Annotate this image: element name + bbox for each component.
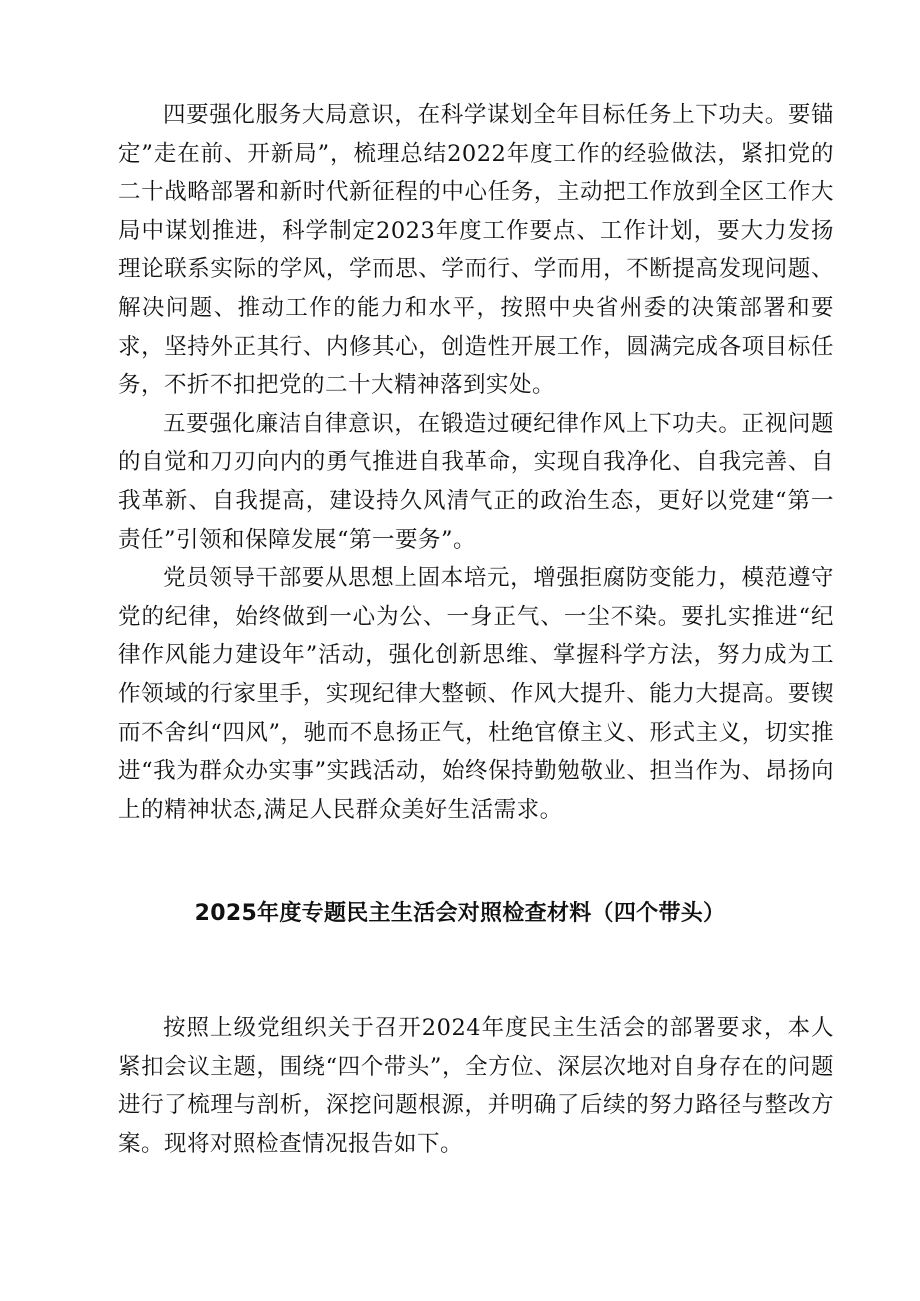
paragraph-introduction: 按照上级党组织关于召开2024年度民主生活会的部署要求，本人紧扣会议主题，围绕“四个带头”，全方位、深层次地对自身存在的问题进行了梳理与剖析，深挖问题根源，并明确了后续的努力路径与整改方案。现将对照检查情况报告如下。 bbox=[118, 1015, 834, 1157]
document-heading: 2025年度专题民主生活会对照检查材料（四个带头） bbox=[194, 901, 726, 926]
document-body-part1 bbox=[118, 96, 834, 829]
paragraph-service-overall: 四要强化服务大局意识，在科学谋划全年目标任务上下功夫。要锚定”走在前、开新局”，梳理总结2022年度工作的经验做法，紧扣党的二十战略部署和新时代新征程的中心任务，主动把工作放到全区工作大局中谋划推进，科学制定2023年度工作要点、工作计划，要大力发扬理论联系实际的学风，学而思、学而行、学而用，不断提高发现问题、解决问题、推动工作的能力和水平，按照中央省州委的决策部署和要求，坚持外正其行、内修其心，创造性开展工作，圆满完成各项目标任务，不折不扣把党的二十大精神落到实处。 bbox=[118, 102, 834, 399]
document-body-part2 bbox=[118, 1009, 834, 1163]
paragraph-integrity-self-discipline: 五要强化廉洁自律意识，在锻造过硬纪律作风上下功夫。正视问题的自觉和刀刃向内的勇气推进自我革命，实现自我净化、自我完善、自我革新、自我提高，建设持久风清气正的政治生态，更好以党建“第一责任”引领和保障发展“第一要务”。 bbox=[118, 410, 834, 553]
paragraph-party-leaders: 党员领导干部要从思想上固本培元，增强拒腐防变能力，模范遵守党的纪律，始终做到一心为公、一身正气、一尘不染。要扎实推进“纪律作风能力建设年”活动，强化创新思维、掌握科学方法，努力成为工作领域的行家里手，实现纪律大整顿、作风大提升、能力大提高。要锲而不舍纠“四风”，驰而不息扬正气，杜绝官僚主义、形式主义，切实推进“我为群众办实事”实践活动，始终保持勤勉敬业、担当作为、昂扬向上的精神状态,满足人民群众美好生活需求。 bbox=[118, 565, 834, 823]
